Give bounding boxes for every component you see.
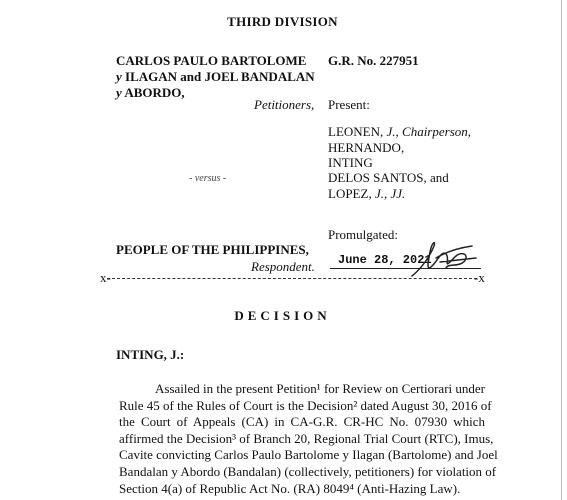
body-line-4: affirmed the Decision³ of Branch 20, Regional Trial Court (RTC), Imus, [119, 430, 494, 446]
body-line-5: Cavite convicting Carlos Paulo Bartolome y Ilagan (Bartolome) and Joel [119, 447, 498, 463]
division-heading: THIRD DIVISION [227, 14, 338, 29]
petitioners-name-3: ABORDO, [124, 85, 185, 100]
ponente: INTING, J.: [116, 347, 185, 362]
member-inting: INTING [328, 155, 373, 170]
member-hernando: HERNANDO, [328, 140, 405, 155]
petitioners-y-1: y [116, 69, 122, 84]
decision-body [119, 381, 498, 497]
body-line-7: Section 4(a) of Republic Act No. (RA) 8049⁴ (Anti-Hazing Law). [119, 480, 461, 496]
document-page [4, 0, 562, 500]
body-line-1: Assailed in the present Petition¹ for Review on Certiorari under [155, 381, 485, 396]
body-line-2: Rule 45 of the Rules of Court is the Decision² dated August 30, 2016 of [119, 397, 492, 413]
petitioners-name-2: ILAGAN and JOEL BANDALAN [125, 69, 315, 84]
promulgation-date: June 28, 2021 [338, 253, 432, 267]
member-leonen-title: J., Chairperson, [386, 124, 471, 139]
signature-scribble [406, 232, 478, 284]
promulgated-label: Promulgated: [328, 227, 399, 242]
decision-title: DECISION [234, 308, 331, 323]
petitioners-label: Petitioners, [254, 97, 315, 112]
petitioners-line-2 [116, 69, 315, 85]
petitioners-line-1 [116, 53, 306, 69]
gr-number: G.R. No. 227951 [328, 53, 419, 68]
member-lopez-name: LOPEZ, [328, 186, 375, 201]
petitioners-line-3 [116, 85, 185, 101]
separator-left-mark: x- [100, 270, 111, 285]
body-line-3: the Court of Appeals (CA) in CA-G.R. CR-HC No. 07930 which [119, 414, 485, 430]
present-label: Present: [328, 97, 370, 112]
body-line-6: Bandalan y Abordo (Bandalan) (collectively, petitioners) for violation of [119, 463, 497, 479]
separator-dashes [107, 278, 477, 279]
separator-right-mark: -x [474, 270, 485, 285]
versus-label: - versus - [189, 173, 227, 184]
member-delos-santos: DELOS SANTOS, and [328, 170, 449, 185]
member-lopez-title: J., JJ. [374, 186, 406, 201]
member-lopez [328, 186, 405, 202]
respondent-name: PEOPLE OF THE PHILIPPINES, [116, 242, 309, 257]
member-leonen-name: LEONEN, [328, 124, 387, 139]
respondent-label: Respondent. [251, 259, 315, 274]
petitioners-name-1: CARLOS PAULO BARTOLOME [116, 53, 307, 68]
member-leonen [328, 124, 471, 140]
petitioners-y-2: y [116, 85, 122, 100]
